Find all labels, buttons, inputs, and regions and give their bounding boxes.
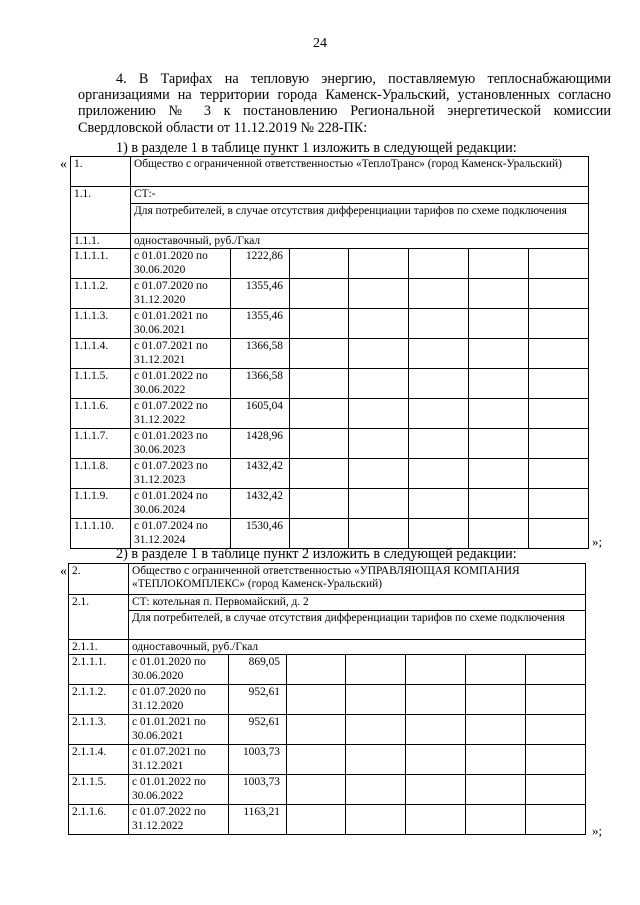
row-period: с 01.01.2020 по 30.06.2020 [129, 655, 229, 685]
empty-cell [346, 655, 406, 685]
tariff-table-2 [68, 563, 586, 835]
row-num: 2.1.1.6. [69, 805, 129, 835]
empty-cell [406, 685, 466, 715]
empty-cell [526, 805, 586, 835]
empty-cell [526, 715, 586, 745]
table-row [69, 685, 586, 715]
st-num: 2.1. [69, 595, 129, 640]
intro-paragraph [78, 71, 611, 136]
row-num: 1.1.1.7. [71, 429, 131, 459]
row-num: 2.1.1.2. [69, 685, 129, 715]
row-period: с 01.01.2021 по 30.06.2021 [131, 309, 231, 339]
empty-cell [469, 279, 529, 309]
table-row [71, 249, 589, 279]
empty-cell [287, 715, 346, 745]
consumers-text: Для потребителей, в случае отсутствия дифференциации тарифов по схеме подключения [131, 204, 589, 234]
empty-cell [469, 399, 529, 429]
row-period: с 01.01.2024 по 30.06.2024 [131, 489, 231, 519]
empty-cell [406, 745, 466, 775]
empty-cell [290, 459, 349, 489]
empty-cell [529, 429, 589, 459]
table-row [71, 399, 589, 429]
row-period: с 01.07.2022 по 31.12.2022 [131, 399, 231, 429]
empty-cell [529, 399, 589, 429]
row-value: 1432,42 [231, 459, 290, 489]
empty-cell [406, 655, 466, 685]
table-row [69, 775, 586, 805]
empty-cell [409, 459, 469, 489]
row-value: 1428,96 [231, 429, 290, 459]
empty-cell [346, 715, 406, 745]
table-row [71, 459, 589, 489]
table-row [71, 309, 589, 339]
empty-cell [469, 459, 529, 489]
rate-text: одноставочный, руб./Гкал [131, 234, 589, 249]
row-period: с 01.07.2021 по 31.12.2021 [131, 339, 231, 369]
row-period: с 01.01.2023 по 30.06.2023 [131, 429, 231, 459]
empty-cell [406, 805, 466, 835]
row-num: 1.1.1.8. [71, 459, 131, 489]
row-num: 1.1.1.1. [71, 249, 131, 279]
empty-cell [529, 339, 589, 369]
section2-open-quote: « [60, 564, 67, 579]
empty-cell [409, 309, 469, 339]
empty-cell [349, 459, 409, 489]
section1-close-mark: »; [592, 534, 603, 549]
row-period: с 01.01.2022 по 30.06.2022 [129, 775, 229, 805]
empty-cell [469, 489, 529, 519]
empty-cell [406, 775, 466, 805]
row-value: 1003,73 [229, 745, 287, 775]
empty-cell [349, 519, 409, 549]
row-value: 1366,58 [231, 339, 290, 369]
empty-cell [290, 279, 349, 309]
row-period: с 01.07.2022 по 31.12.2022 [129, 805, 229, 835]
empty-cell [469, 309, 529, 339]
table-row [71, 519, 589, 549]
row-value: 952,61 [229, 715, 287, 745]
row-value: 1605,04 [231, 399, 290, 429]
empty-cell [290, 309, 349, 339]
empty-cell [290, 369, 349, 399]
row-num: 2.1.1.1. [69, 655, 129, 685]
row-num: 1.1.1.5. [71, 369, 131, 399]
org-name: Общество с ограниченной ответственностью «УПРАВЛЯЮЩАЯ КОМПАНИЯ «ТЕПЛОКОМПЛЕКС» (город Каменск-Уральский) [129, 564, 586, 595]
empty-cell [409, 519, 469, 549]
section1-open-quote: « [60, 157, 67, 172]
row-value: 1355,46 [231, 309, 290, 339]
empty-cell [349, 339, 409, 369]
empty-cell [349, 399, 409, 429]
tariff-rows-1 [71, 249, 589, 549]
row-value: 952,61 [229, 685, 287, 715]
table-row [71, 279, 589, 309]
empty-cell [526, 655, 586, 685]
row-period: с 01.07.2021 по 31.12.2021 [129, 745, 229, 775]
org-name: Общество с ограниченной ответственностью «ТеплоТранс» (город Каменск-Уральский) [131, 157, 589, 187]
empty-cell [409, 339, 469, 369]
empty-cell [290, 519, 349, 549]
empty-cell [349, 279, 409, 309]
tariff-rows-2 [69, 655, 586, 835]
empty-cell [529, 459, 589, 489]
row-period: с 01.07.2020 по 31.12.2020 [131, 279, 231, 309]
table-row [69, 655, 586, 685]
empty-cell [349, 249, 409, 279]
consumers-text: Для потребителей, в случае отсутствия дифференциации тарифов по схеме подключения [129, 611, 586, 640]
table-row [71, 489, 589, 519]
empty-cell [409, 279, 469, 309]
row-value: 1222,86 [231, 249, 290, 279]
row-value: 1355,46 [231, 279, 290, 309]
rate-text: одноставочный, руб./Гкал [129, 640, 586, 655]
table-row [71, 429, 589, 459]
empty-cell [526, 745, 586, 775]
table-row [69, 805, 586, 835]
empty-cell [290, 249, 349, 279]
row-num: 1.1.1.9. [71, 489, 131, 519]
empty-cell [287, 805, 346, 835]
table-row [69, 745, 586, 775]
empty-cell [349, 309, 409, 339]
row-num: 2.1.1.3. [69, 715, 129, 745]
row-num: 1.1.1.3. [71, 309, 131, 339]
st-text: СТ:- [131, 187, 589, 204]
empty-cell [469, 249, 529, 279]
empty-cell [526, 685, 586, 715]
org-num: 1. [71, 157, 131, 187]
row-period: с 01.07.2023 по 31.12.2023 [131, 459, 231, 489]
empty-cell [466, 715, 526, 745]
row-value: 1530,46 [231, 519, 290, 549]
empty-cell [287, 745, 346, 775]
row-value: 1432,42 [231, 489, 290, 519]
empty-cell [529, 249, 589, 279]
section1-heading: 1) в разделе 1 в таблице пункт 1 изложить в следующей редакции: [116, 140, 517, 156]
empty-cell [529, 519, 589, 549]
empty-cell [406, 715, 466, 745]
table-row [69, 715, 586, 745]
row-num: 1.1.1.4. [71, 339, 131, 369]
empty-cell [466, 655, 526, 685]
empty-cell [290, 399, 349, 429]
org-num: 2. [69, 564, 129, 595]
empty-cell [466, 805, 526, 835]
row-num: 1.1.1.6. [71, 399, 131, 429]
empty-cell [469, 519, 529, 549]
empty-cell [349, 369, 409, 399]
section2-heading: 2) в разделе 1 в таблице пункт 2 изложить в следующей редакции: [116, 546, 517, 562]
empty-cell [290, 339, 349, 369]
st-text: СТ: котельная п. Первомайский, д. 2 [129, 595, 586, 611]
rate-num: 1.1.1. [71, 234, 131, 249]
empty-cell [529, 279, 589, 309]
row-period: с 01.01.2021 по 30.06.2021 [129, 715, 229, 745]
tariff-table-1 [70, 156, 589, 549]
rate-num: 2.1.1. [69, 640, 129, 655]
row-period: с 01.07.2024 по 31.12.2024 [131, 519, 231, 549]
empty-cell [466, 745, 526, 775]
empty-cell [409, 249, 469, 279]
section2-close-mark: »; [592, 823, 603, 838]
row-period: с 01.01.2020 по 30.06.2020 [131, 249, 231, 279]
table-row [71, 369, 589, 399]
st-num: 1.1. [71, 187, 131, 234]
empty-cell [529, 369, 589, 399]
intro-text: 4. В Тарифах на тепловую энергию, поставляемую теплоснабжающими организациями на территории города Каменск-Уральский, установленных согласно приложению № 3 к постановлению Региональной энергетической комиссии Свердловской области от 11.12.2019 № 228-ПК: [78, 71, 611, 136]
empty-cell [409, 369, 469, 399]
row-value: 1003,73 [229, 775, 287, 805]
empty-cell [349, 489, 409, 519]
page-number: 24 [313, 36, 327, 51]
empty-cell [287, 655, 346, 685]
empty-cell [409, 429, 469, 459]
empty-cell [287, 685, 346, 715]
row-num: 1.1.1.2. [71, 279, 131, 309]
empty-cell [526, 775, 586, 805]
empty-cell [466, 685, 526, 715]
row-value: 1366,58 [231, 369, 290, 399]
empty-cell [346, 685, 406, 715]
row-num: 1.1.1.10. [71, 519, 131, 549]
empty-cell [346, 745, 406, 775]
row-period: с 01.01.2022 по 30.06.2022 [131, 369, 231, 399]
empty-cell [469, 369, 529, 399]
empty-cell [346, 775, 406, 805]
table-row [71, 339, 589, 369]
empty-cell [290, 489, 349, 519]
row-num: 2.1.1.5. [69, 775, 129, 805]
empty-cell [466, 775, 526, 805]
row-num: 2.1.1.4. [69, 745, 129, 775]
empty-cell [469, 429, 529, 459]
empty-cell [469, 339, 529, 369]
row-value: 1163,21 [229, 805, 287, 835]
empty-cell [349, 429, 409, 459]
empty-cell [409, 489, 469, 519]
empty-cell [287, 775, 346, 805]
empty-cell [529, 489, 589, 519]
empty-cell [529, 309, 589, 339]
row-value: 869,05 [229, 655, 287, 685]
empty-cell [290, 429, 349, 459]
empty-cell [409, 399, 469, 429]
row-period: с 01.07.2020 по 31.12.2020 [129, 685, 229, 715]
empty-cell [346, 805, 406, 835]
